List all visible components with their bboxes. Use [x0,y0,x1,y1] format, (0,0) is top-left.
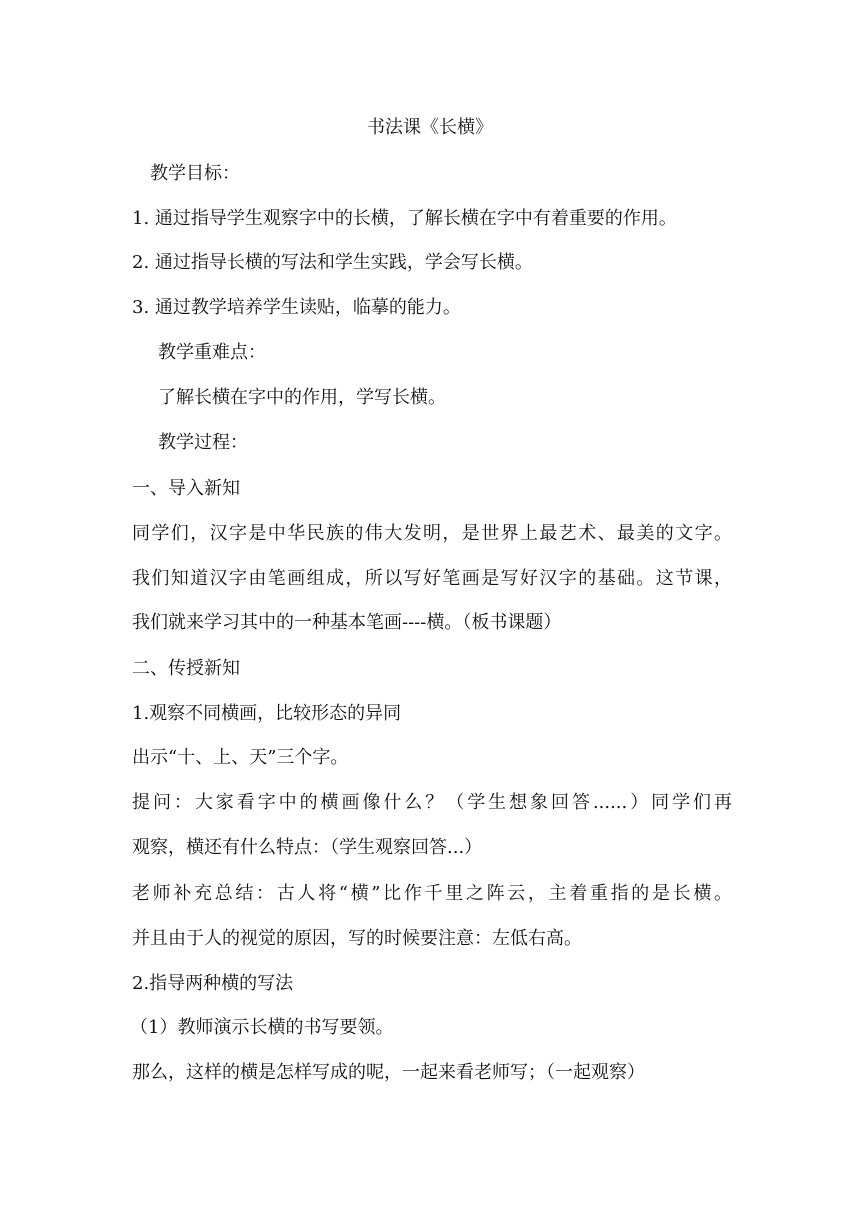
paragraph-line: 老师补充总结：古人将“横”比作千里之阵云，主着重指的是长横。 [132,883,732,904]
objective-item: 3. 通过教学培养学生读贴，临摹的能力。 [132,297,461,318]
paragraph-line: 出示“十、上、天”三个字。 [132,747,349,768]
key-points-text: 了解长横在字中的作用，学写长横。 [158,387,446,408]
objectives-heading: 教学目标： [150,163,240,184]
paragraph-line: 提问：大家看字中的横画像什么？（学生想象回答......）同学们再 [132,792,732,813]
paragraph-line: 那么，这样的横是怎样写成的呢，一起来看老师写；（一起观察） [132,1062,645,1083]
paragraph-line: 我们知道汉字由笔画组成，所以写好笔画是写好汉字的基础。这节课， [132,568,732,589]
process-heading: 教学过程： [158,432,248,453]
objective-item: 1. 通过指导学生观察字中的长横，了解长横在字中有着重要的作用。 [132,208,677,229]
sub-step-heading: （1）教师演示长横的书写要领。 [130,1017,394,1038]
step-heading: 1.观察不同横画，比较形态的异同 [132,703,402,724]
paragraph-line: 并且由于人的视觉的原因，写的时候要注意：左低右高。 [132,928,582,949]
objective-item: 2. 通过指导长横的写法和学生实践，学会写长横。 [132,252,533,273]
paragraph-line: 我们就来学习其中的一种基本笔画----横。（板书课题） [132,612,562,633]
key-points-heading: 教学重难点： [158,342,266,363]
section-heading: 一、导入新知 [132,478,240,499]
section-heading: 二、传授新知 [132,658,240,679]
paragraph-line: 观察，横还有什么特点：（学生观察回答...） [132,837,483,858]
page-title: 书法课《长横》 [367,117,493,138]
paragraph-line: 同学们，汉字是中华民族的伟大发明，是世界上最艺术、最美的文字。 [132,523,732,544]
step-heading: 2.指导两种横的写法 [132,973,294,994]
